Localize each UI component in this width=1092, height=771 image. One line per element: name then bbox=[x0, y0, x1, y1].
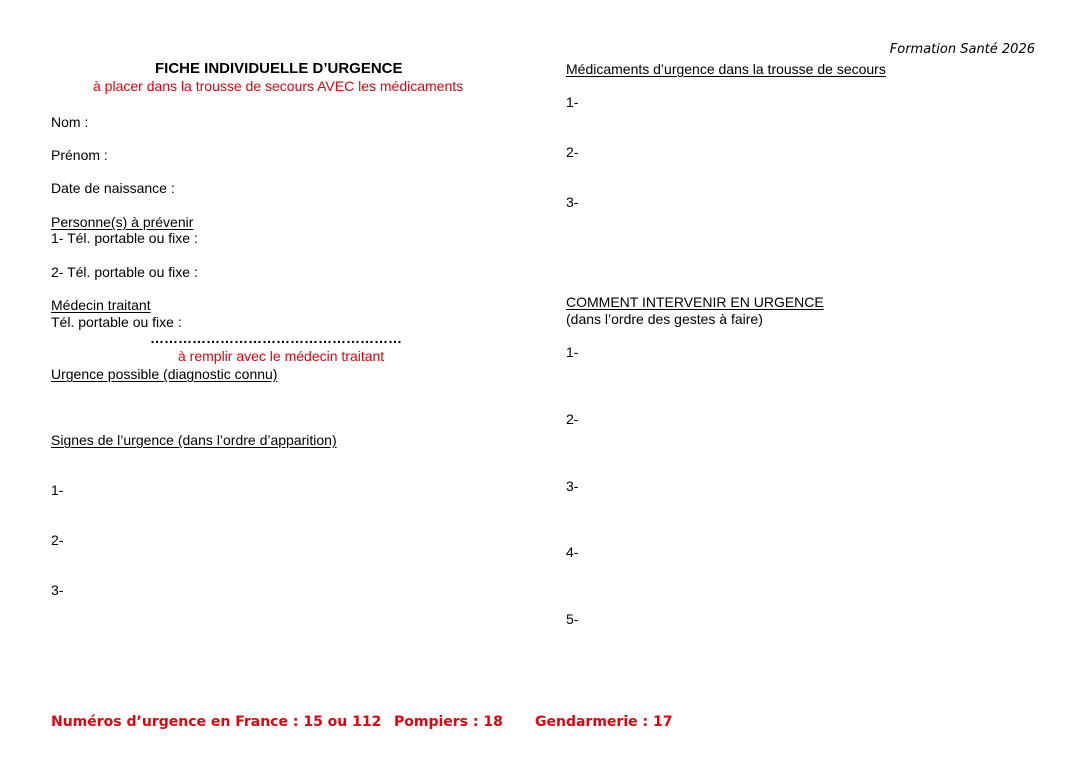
footer-france-numbers: Numéros d’urgence en France : 15 ou 112 bbox=[51, 714, 382, 730]
dob-label: Date de naissance : bbox=[51, 180, 175, 196]
signes-heading: Signes de l’urgence (dans l’ordre d’apparition) bbox=[51, 432, 337, 448]
step-item: 1- bbox=[566, 344, 579, 360]
contacts-heading: Personne(s) à prévenir bbox=[51, 214, 194, 230]
doctor-heading: Médecin traitant bbox=[51, 297, 151, 313]
urgence-heading: Urgence possible (diagnostic connu) bbox=[51, 366, 278, 382]
nom-label: Nom : bbox=[51, 114, 89, 130]
intervention-subtitle: (dans l’ordre des gestes à faire) bbox=[566, 311, 763, 327]
med-item: 1- bbox=[566, 94, 579, 110]
step-item: 3- bbox=[566, 478, 579, 494]
step-item: 2- bbox=[566, 411, 579, 427]
signe-item: 3- bbox=[51, 582, 64, 598]
contact1-label: 1- Tél. portable ou fixe : bbox=[51, 230, 198, 246]
step-item: 5- bbox=[566, 611, 579, 627]
footer-pompiers: Pompiers : 18 bbox=[394, 714, 503, 730]
med-item: 3- bbox=[566, 194, 579, 210]
contact2-label: 2- Tél. portable ou fixe : bbox=[51, 264, 198, 280]
page-title: FICHE INDIVIDUELLE D’URGENCE bbox=[155, 60, 403, 77]
footer-gendarmerie: Gendarmerie : 17 bbox=[535, 714, 673, 730]
doctor-phone-label: Tél. portable ou fixe : bbox=[51, 314, 182, 330]
intervention-heading: COMMENT INTERVENIR EN URGENCE bbox=[566, 294, 824, 310]
fill-note: à remplir avec le médecin traitant bbox=[178, 348, 385, 364]
prenom-label: Prénom : bbox=[51, 147, 108, 163]
top-right-label: Formation Santé 2026 bbox=[889, 42, 1035, 57]
dotted-line: ……………………………………………… bbox=[150, 330, 402, 346]
med-item: 2- bbox=[566, 144, 579, 160]
meds-heading: Médicaments d’urgence dans la trousse de secours bbox=[566, 61, 886, 77]
signe-item: 2- bbox=[51, 532, 64, 548]
signe-item: 1- bbox=[51, 482, 64, 498]
page-subtitle: à placer dans la trousse de secours AVEC les médicaments bbox=[93, 78, 464, 94]
step-item: 4- bbox=[566, 544, 579, 560]
